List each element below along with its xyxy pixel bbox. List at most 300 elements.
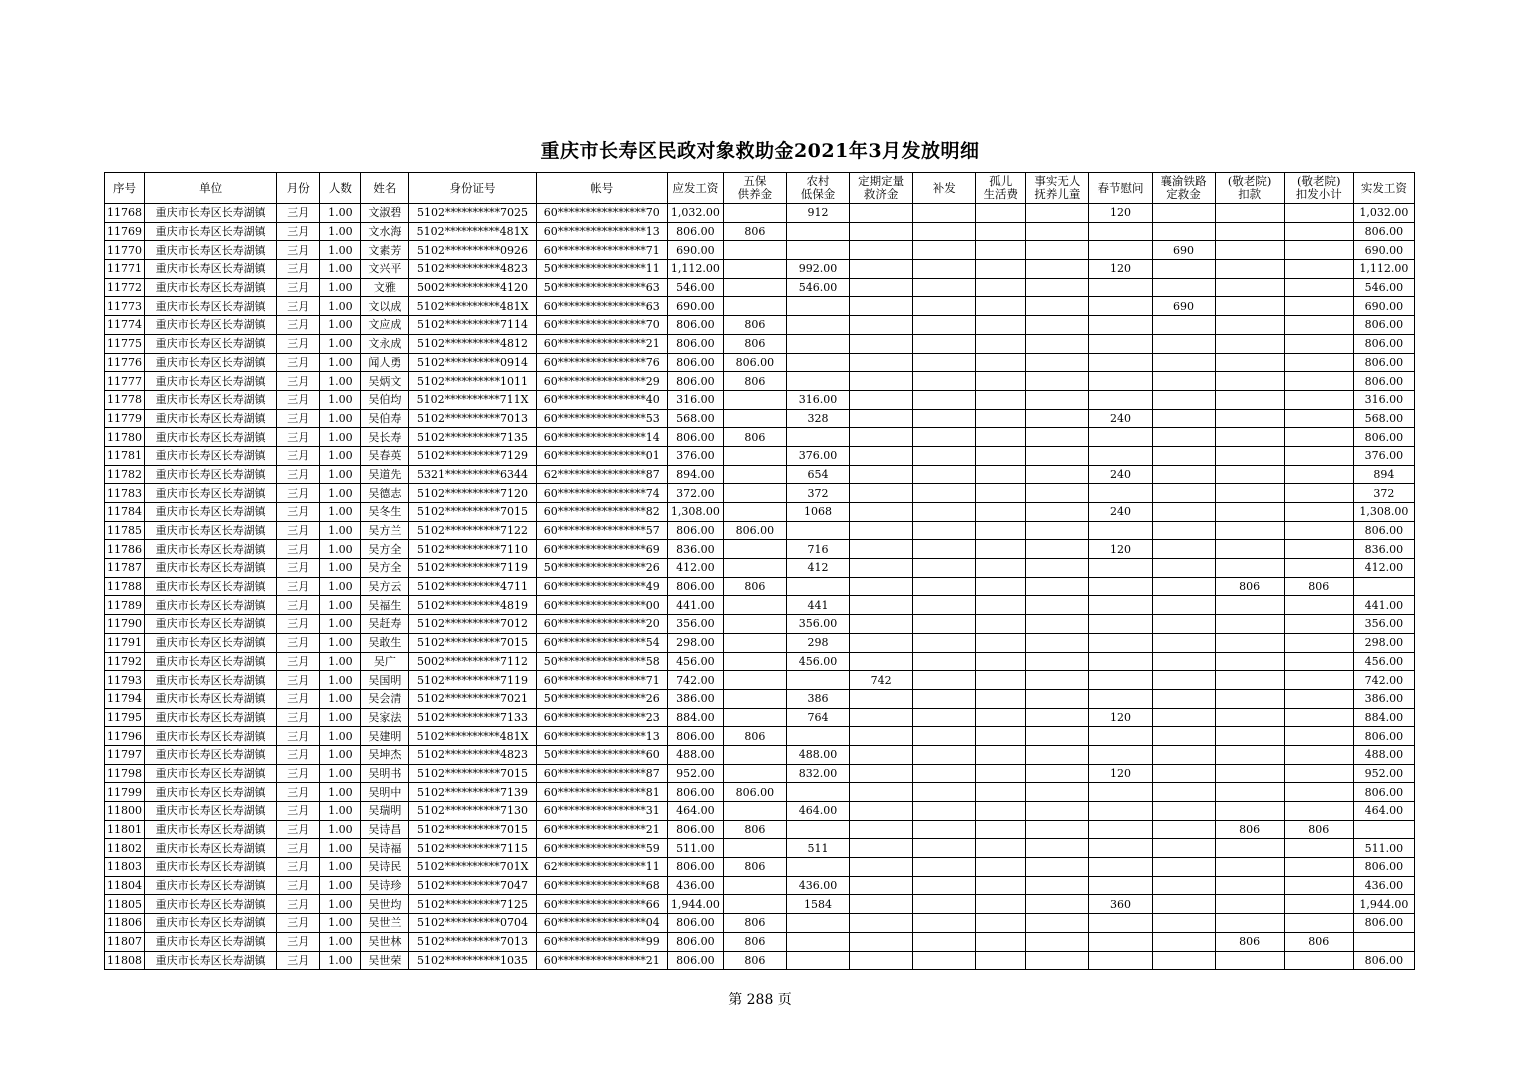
table-cell: 三月: [277, 484, 320, 503]
table-cell: 806.00: [723, 521, 786, 540]
table-cell: 1.00: [320, 297, 361, 316]
table-cell: [723, 297, 786, 316]
table-cell: [723, 895, 786, 914]
table-cell: 吴会清: [361, 689, 409, 708]
table-cell: 5102**********4819: [409, 596, 536, 615]
table-cell: [1152, 390, 1215, 409]
table-cell: 11804: [105, 876, 145, 895]
table-cell: 11802: [105, 839, 145, 858]
table-cell: 60****************74: [536, 484, 667, 503]
table-cell: 5102**********7047: [409, 876, 536, 895]
table-cell: [1215, 783, 1284, 802]
table-cell: 重庆市长寿区长寿湖镇: [145, 689, 277, 708]
table-cell: 5102**********7122: [409, 521, 536, 540]
table-cell: [976, 820, 1026, 839]
table-cell: [850, 428, 913, 447]
table-cell: 60****************29: [536, 372, 667, 391]
table-cell: 690.00: [1353, 297, 1414, 316]
table-cell: [1284, 540, 1353, 559]
table-cell: [913, 297, 976, 316]
table-cell: [1284, 316, 1353, 335]
table-row: [105, 484, 1415, 503]
relief-payment-table: [104, 172, 1415, 970]
table-cell: [850, 222, 913, 241]
table-cell: 60****************57: [536, 521, 667, 540]
table-cell: [976, 540, 1026, 559]
table-cell: 376.00: [667, 446, 723, 465]
table-cell: [1152, 465, 1215, 484]
table-cell: 11786: [105, 540, 145, 559]
table-cell: [1284, 615, 1353, 634]
table-cell: [913, 914, 976, 933]
table-cell: [1026, 839, 1089, 858]
table-cell: 吴建明: [361, 727, 409, 746]
table-cell: 1.00: [320, 577, 361, 596]
table-cell: [913, 708, 976, 727]
table-row: [105, 390, 1415, 409]
table-cell: 5102**********7120: [409, 484, 536, 503]
table-cell: 60****************01: [536, 446, 667, 465]
table-cell: 11784: [105, 503, 145, 522]
table-cell: 重庆市长寿区长寿湖镇: [145, 241, 277, 260]
table-cell: [913, 241, 976, 260]
table-cell: 11781: [105, 446, 145, 465]
table-cell: 重庆市长寿区长寿湖镇: [145, 764, 277, 783]
table-cell: [913, 802, 976, 821]
table-cell: [786, 914, 849, 933]
table-row: [105, 727, 1415, 746]
table-cell: [1152, 540, 1215, 559]
table-cell: 60****************70: [536, 316, 667, 335]
table-cell: 690: [1152, 241, 1215, 260]
table-cell: [1026, 783, 1089, 802]
table-cell: [1152, 689, 1215, 708]
table-row: [105, 708, 1415, 727]
table-row: [105, 783, 1415, 802]
table-cell: 992.00: [786, 260, 849, 279]
table-cell: [976, 241, 1026, 260]
table-cell: 重庆市长寿区长寿湖镇: [145, 316, 277, 335]
table-cell: 11779: [105, 409, 145, 428]
table-cell: [976, 353, 1026, 372]
table-cell: [1284, 297, 1353, 316]
table-cell: [913, 671, 976, 690]
table-cell: 356.00: [667, 615, 723, 634]
table-cell: 386.00: [1353, 689, 1414, 708]
table-cell: [850, 297, 913, 316]
table-cell: 三月: [277, 372, 320, 391]
table-cell: 806: [723, 577, 786, 596]
table-cell: 5102**********7135: [409, 428, 536, 447]
table-cell: 60****************81: [536, 783, 667, 802]
table-cell: 806.00: [667, 316, 723, 335]
table-cell: [1089, 297, 1152, 316]
table-cell: [976, 465, 1026, 484]
table-cell: [1215, 745, 1284, 764]
table-row: [105, 353, 1415, 372]
table-cell: [723, 390, 786, 409]
table-cell: 11782: [105, 465, 145, 484]
table-cell: 吴世荣: [361, 951, 409, 970]
table-cell: 1.00: [320, 914, 361, 933]
table-cell: [1026, 372, 1089, 391]
table-cell: [1284, 708, 1353, 727]
table-cell: 60****************21: [536, 334, 667, 353]
table-cell: 1.00: [320, 839, 361, 858]
table-cell: [1215, 428, 1284, 447]
table-cell: 1,112.00: [1353, 260, 1414, 279]
table-cell: [1152, 596, 1215, 615]
table-cell: 5102**********1011: [409, 372, 536, 391]
table-cell: 三月: [277, 914, 320, 933]
table-cell: 1.00: [320, 858, 361, 877]
table-cell: [1026, 409, 1089, 428]
table-cell: [913, 204, 976, 223]
table-cell: 120: [1089, 540, 1152, 559]
table-cell: [913, 390, 976, 409]
table-cell: [1152, 409, 1215, 428]
table-cell: [976, 764, 1026, 783]
table-cell: 11787: [105, 559, 145, 578]
table-cell: 60****************13: [536, 727, 667, 746]
table-cell: [850, 745, 913, 764]
table-cell: [850, 914, 913, 933]
table-cell: 三月: [277, 932, 320, 951]
table-cell: 5102**********4812: [409, 334, 536, 353]
table-cell: 806.00: [1353, 334, 1414, 353]
table-cell: [1026, 465, 1089, 484]
table-cell: [850, 615, 913, 634]
table-cell: 重庆市长寿区长寿湖镇: [145, 540, 277, 559]
table-cell: [850, 353, 913, 372]
table-cell: 11801: [105, 820, 145, 839]
table-cell: 吴世均: [361, 895, 409, 914]
column-header: 定期定量 救济金: [850, 173, 913, 204]
table-cell: [1026, 297, 1089, 316]
table-cell: [723, 689, 786, 708]
table-cell: 5102**********1035: [409, 951, 536, 970]
table-cell: 三月: [277, 409, 320, 428]
table-cell: [723, 484, 786, 503]
table-cell: 412.00: [1353, 559, 1414, 578]
table-cell: [1284, 652, 1353, 671]
table-row: [105, 615, 1415, 634]
table-cell: 5321**********6344: [409, 465, 536, 484]
table-cell: 重庆市长寿区长寿湖镇: [145, 633, 277, 652]
table-cell: 三月: [277, 820, 320, 839]
table-cell: 重庆市长寿区长寿湖镇: [145, 390, 277, 409]
table-cell: [850, 689, 913, 708]
table-cell: [1152, 858, 1215, 877]
table-cell: [913, 278, 976, 297]
table-cell: [850, 633, 913, 652]
table-cell: [1215, 764, 1284, 783]
table-cell: 690.00: [667, 297, 723, 316]
table-cell: [976, 390, 1026, 409]
table-cell: 1,308.00: [1353, 503, 1414, 522]
table-row: [105, 951, 1415, 970]
table-cell: [1026, 596, 1089, 615]
table-cell: 806.00: [1353, 353, 1414, 372]
table-row: [105, 858, 1415, 877]
table-cell: 重庆市长寿区长寿湖镇: [145, 521, 277, 540]
table-cell: 511.00: [1353, 839, 1414, 858]
table-cell: 1.00: [320, 895, 361, 914]
table-cell: 文水海: [361, 222, 409, 241]
table-cell: 11790: [105, 615, 145, 634]
table-cell: [976, 708, 1026, 727]
table-cell: [1284, 278, 1353, 297]
table-cell: 1.00: [320, 503, 361, 522]
table-cell: [913, 652, 976, 671]
table-cell: 1.00: [320, 727, 361, 746]
table-cell: [786, 577, 849, 596]
table-cell: 重庆市长寿区长寿湖镇: [145, 278, 277, 297]
table-cell: 1.00: [320, 596, 361, 615]
table-row: [105, 671, 1415, 690]
table-cell: [1089, 633, 1152, 652]
table-cell: 806.00: [1353, 428, 1414, 447]
table-cell: 1.00: [320, 222, 361, 241]
table-cell: 654: [786, 465, 849, 484]
table-cell: [1215, 633, 1284, 652]
table-cell: 5102**********7015: [409, 503, 536, 522]
table-cell: [723, 596, 786, 615]
table-cell: 11793: [105, 671, 145, 690]
table-cell: [913, 615, 976, 634]
table-cell: 重庆市长寿区长寿湖镇: [145, 783, 277, 802]
table-cell: [976, 876, 1026, 895]
table-header: [105, 173, 1415, 204]
table-cell: 1.00: [320, 316, 361, 335]
table-cell: [1026, 260, 1089, 279]
table-cell: [1026, 334, 1089, 353]
table-cell: [976, 895, 1026, 914]
table-cell: 806.00: [1353, 858, 1414, 877]
table-cell: 5102**********4711: [409, 577, 536, 596]
table-cell: [976, 633, 1026, 652]
table-cell: 806.00: [667, 951, 723, 970]
table-cell: 三月: [277, 521, 320, 540]
table-cell: 356.00: [786, 615, 849, 634]
table-cell: 441.00: [1353, 596, 1414, 615]
table-cell: 546.00: [786, 278, 849, 297]
table-cell: [1215, 204, 1284, 223]
table-cell: [786, 783, 849, 802]
table-cell: 50****************11: [536, 260, 667, 279]
table-cell: [786, 727, 849, 746]
table-cell: [1215, 241, 1284, 260]
table-cell: [913, 260, 976, 279]
table-cell: [913, 577, 976, 596]
table-cell: 重庆市长寿区长寿湖镇: [145, 839, 277, 858]
table-cell: 吴明中: [361, 783, 409, 802]
table-cell: 11799: [105, 783, 145, 802]
table-cell: 重庆市长寿区长寿湖镇: [145, 204, 277, 223]
table-cell: [1152, 334, 1215, 353]
table-cell: 1.00: [320, 689, 361, 708]
table-cell: 60****************54: [536, 633, 667, 652]
table-cell: 吴诗民: [361, 858, 409, 877]
table-cell: [850, 241, 913, 260]
table-cell: 50****************58: [536, 652, 667, 671]
table-cell: 11807: [105, 932, 145, 951]
table-cell: 60****************00: [536, 596, 667, 615]
table-cell: 吴冬生: [361, 503, 409, 522]
table-cell: [786, 671, 849, 690]
table-cell: [1284, 260, 1353, 279]
table-cell: 1.00: [320, 783, 361, 802]
table-cell: 1,308.00: [667, 503, 723, 522]
table-cell: 11789: [105, 596, 145, 615]
table-cell: [976, 858, 1026, 877]
table-cell: 重庆市长寿区长寿湖镇: [145, 260, 277, 279]
table-cell: [1284, 914, 1353, 933]
table-cell: 5102**********481X: [409, 297, 536, 316]
table-cell: 806.00: [667, 932, 723, 951]
table-cell: 重庆市长寿区长寿湖镇: [145, 895, 277, 914]
table-cell: [723, 615, 786, 634]
table-cell: 吴世兰: [361, 914, 409, 933]
table-cell: 62****************11: [536, 858, 667, 877]
table-cell: [1089, 521, 1152, 540]
table-cell: 1,032.00: [1353, 204, 1414, 223]
table-cell: [1215, 334, 1284, 353]
table-cell: [723, 503, 786, 522]
table-cell: 吴方云: [361, 577, 409, 596]
table-cell: [1089, 334, 1152, 353]
table-cell: [1089, 577, 1152, 596]
table-cell: [1353, 932, 1414, 951]
table-cell: 三月: [277, 540, 320, 559]
table-cell: 重庆市长寿区长寿湖镇: [145, 372, 277, 391]
table-cell: [976, 727, 1026, 746]
table-cell: [723, 652, 786, 671]
table-cell: 120: [1089, 204, 1152, 223]
table-cell: [723, 802, 786, 821]
table-cell: [1284, 745, 1353, 764]
table-cell: [1089, 820, 1152, 839]
table-cell: [1215, 671, 1284, 690]
table-row: [105, 652, 1415, 671]
table-cell: [850, 446, 913, 465]
table-cell: 806.00: [667, 428, 723, 447]
table-cell: 重庆市长寿区长寿湖镇: [145, 596, 277, 615]
table-cell: [1215, 521, 1284, 540]
table-cell: 三月: [277, 390, 320, 409]
table-row: [105, 633, 1415, 652]
table-cell: 重庆市长寿区长寿湖镇: [145, 652, 277, 671]
table-cell: [1215, 858, 1284, 877]
column-header: 姓名: [361, 173, 409, 204]
table-cell: 806: [1284, 820, 1353, 839]
table-cell: 806: [723, 428, 786, 447]
table-cell: [913, 409, 976, 428]
table-cell: [1026, 559, 1089, 578]
table-cell: 1.00: [320, 372, 361, 391]
table-cell: 50****************60: [536, 745, 667, 764]
column-header: 月份: [277, 173, 320, 204]
table-row: [105, 446, 1415, 465]
table-cell: 60****************59: [536, 839, 667, 858]
table-cell: [850, 372, 913, 391]
table-cell: [913, 559, 976, 578]
table-cell: 吴明书: [361, 764, 409, 783]
table-cell: 5002**********7112: [409, 652, 536, 671]
table-cell: [1089, 596, 1152, 615]
table-cell: [1152, 671, 1215, 690]
table-cell: [723, 876, 786, 895]
table-cell: 吴福生: [361, 596, 409, 615]
table-cell: [850, 409, 913, 428]
table-cell: [913, 951, 976, 970]
table-cell: 1,944.00: [1353, 895, 1414, 914]
table-cell: 60****************71: [536, 671, 667, 690]
table-cell: 456.00: [1353, 652, 1414, 671]
table-cell: 11805: [105, 895, 145, 914]
table-cell: [1026, 745, 1089, 764]
table-cell: 重庆市长寿区长寿湖镇: [145, 334, 277, 353]
table-cell: [976, 334, 1026, 353]
table-cell: 三月: [277, 689, 320, 708]
table-cell: 三月: [277, 204, 320, 223]
table-cell: [1089, 727, 1152, 746]
table-cell: 5102**********7025: [409, 204, 536, 223]
table-cell: 60****************13: [536, 222, 667, 241]
table-cell: 吴方兰: [361, 521, 409, 540]
table-cell: [1026, 428, 1089, 447]
table-cell: 1.00: [320, 671, 361, 690]
table-cell: 1,112.00: [667, 260, 723, 279]
table-cell: 5102**********7012: [409, 615, 536, 634]
table-cell: [1215, 652, 1284, 671]
table-cell: 三月: [277, 316, 320, 335]
table-cell: [786, 428, 849, 447]
table-cell: 50****************26: [536, 559, 667, 578]
table-cell: 重庆市长寿区长寿湖镇: [145, 932, 277, 951]
table-cell: [1284, 671, 1353, 690]
table-cell: [1152, 615, 1215, 634]
table-cell: 412.00: [667, 559, 723, 578]
table-cell: [1089, 802, 1152, 821]
table-cell: 1.00: [320, 390, 361, 409]
table-cell: [913, 372, 976, 391]
table-cell: 吴炳文: [361, 372, 409, 391]
table-cell: 806.00: [1353, 727, 1414, 746]
table-cell: 60****************21: [536, 951, 667, 970]
table-cell: 11783: [105, 484, 145, 503]
table-cell: 三月: [277, 764, 320, 783]
table-cell: 1.00: [320, 241, 361, 260]
table-cell: 5102**********7130: [409, 802, 536, 821]
table-cell: 1.00: [320, 932, 361, 951]
table-cell: 806.00: [1353, 372, 1414, 391]
table-cell: 11795: [105, 708, 145, 727]
table-cell: [850, 559, 913, 578]
table-cell: [1215, 316, 1284, 335]
table-cell: [1152, 727, 1215, 746]
table-cell: 1.00: [320, 260, 361, 279]
table-cell: [1026, 671, 1089, 690]
table-cell: [1026, 577, 1089, 596]
table-cell: 11794: [105, 689, 145, 708]
table-cell: [1026, 633, 1089, 652]
table-cell: 11803: [105, 858, 145, 877]
table-cell: [1089, 484, 1152, 503]
table-cell: 894: [1353, 465, 1414, 484]
table-cell: 952.00: [1353, 764, 1414, 783]
table-cell: 412: [786, 559, 849, 578]
